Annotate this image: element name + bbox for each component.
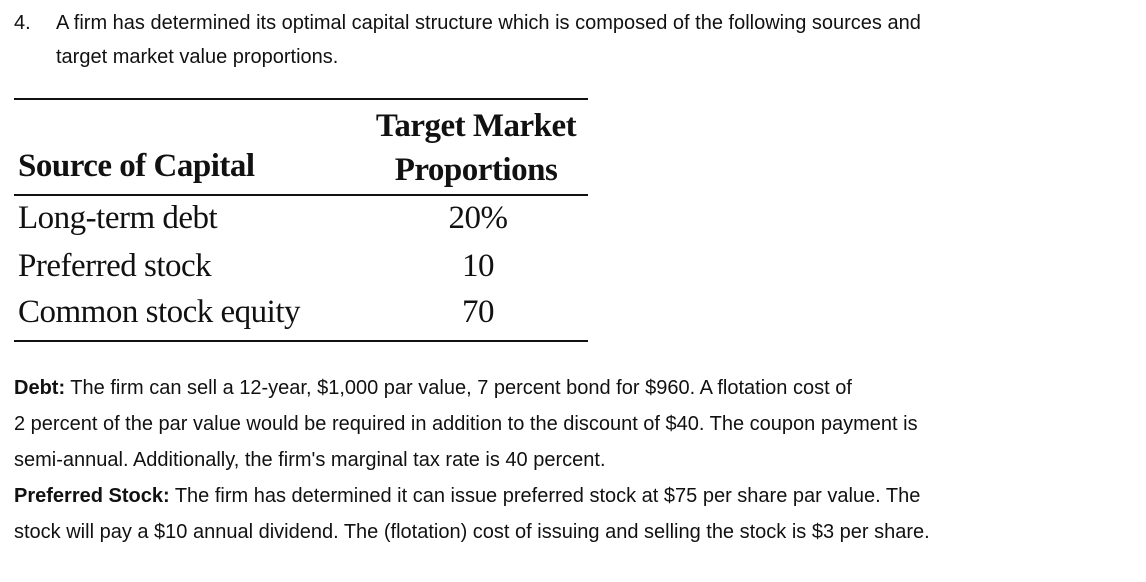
debt-line-1: [14, 370, 1134, 406]
header-target-line-1: Target Market: [375, 108, 577, 144]
row-source: Common stock equity: [18, 294, 300, 330]
question-number: 4.: [14, 12, 31, 34]
row-source: Long-term debt: [18, 200, 218, 236]
preferred-line-2: stock will pay a $10 annual dividend. The (flotation) cost of issuing and selling the stock is $3 per share.: [14, 521, 930, 543]
question-block: [14, 6, 1124, 74]
question-line-1: A firm has determined its optimal capital structure which is composed of the following sources and: [56, 12, 921, 34]
table-row: [14, 244, 588, 292]
debt-line-3: semi-annual. Additionally, the firm's marginal tax rate is 40 percent.: [14, 449, 606, 471]
problem-details: [14, 370, 1134, 550]
row-source: Preferred stock: [18, 248, 212, 284]
table-row: [14, 196, 588, 244]
question-line-2: target market value proportions.: [56, 46, 339, 68]
header-target-line-2: Proportions: [394, 152, 558, 188]
row-value: 70: [462, 294, 494, 330]
preferred-label: Preferred Stock:: [14, 485, 170, 507]
header-source-of-capital: Source of Capital: [18, 148, 255, 184]
preferred-text-1: The firm has determined it can issue preferred stock at $75 per share par value. The: [169, 485, 921, 507]
debt-line-2: 2 percent of the par value would be required in addition to the discount of $40. The coupon payment is: [14, 413, 918, 435]
row-value: 10: [462, 248, 494, 284]
debt-text-1: The firm can sell a 12-year, $1,000 par value, 7 percent bond for $960. A flotation cost of: [65, 377, 852, 399]
debt-label: Debt:: [14, 377, 66, 399]
header-target-market-proportions: [364, 104, 588, 192]
preferred-line-1: [14, 478, 1134, 514]
capital-structure-table: [14, 98, 588, 342]
row-value: 20%: [448, 200, 508, 236]
table-row: [14, 290, 588, 338]
